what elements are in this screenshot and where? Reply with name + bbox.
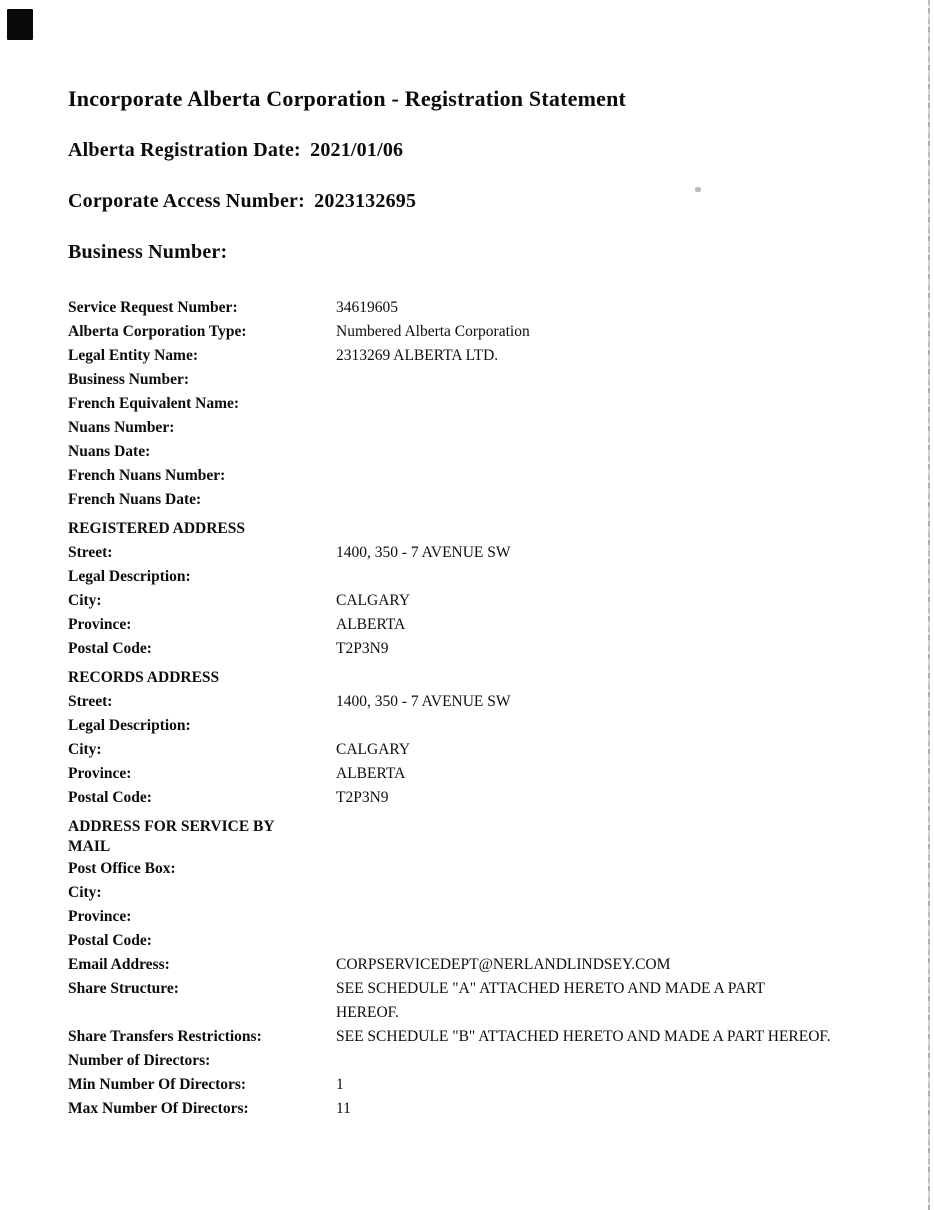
field-label: Share Transfers Restrictions: (68, 1028, 262, 1045)
section-heading-label: RECORDS ADDRESS (68, 669, 220, 686)
business-number-label: Business Number: (68, 241, 228, 263)
field-label: Street: (68, 544, 113, 561)
field-label: Street: (68, 693, 113, 710)
field-row (68, 1097, 868, 1121)
field-label: Service Request Number: (68, 299, 238, 316)
registration-date-value: 2021/01/06 (310, 139, 404, 161)
section-heading-label: REGISTERED ADDRESS (68, 520, 246, 537)
field-label: French Equivalent Name: (68, 395, 240, 412)
field-row (68, 392, 868, 416)
corporate-access-number-label: Corporate Access Number: (68, 190, 305, 212)
field-value: SEE SCHEDULE "B" ATTACHED HERETO AND MADE A PART HEREOF. (336, 1028, 831, 1045)
field-label: City: (68, 884, 102, 901)
section-heading-row (68, 517, 868, 541)
field-row (68, 714, 868, 738)
field-label: Min Number Of Directors: (68, 1076, 247, 1093)
field-row (68, 690, 868, 714)
corporate-access-number-line (68, 188, 868, 214)
field-label: French Nuans Number: (68, 467, 226, 484)
registration-date-label: Alberta Registration Date: (68, 139, 301, 161)
field-row (68, 440, 868, 464)
field-value: 1400, 350 - 7 AVENUE SW (336, 693, 511, 710)
field-label: Business Number: (68, 371, 190, 388)
field-value: 1400, 350 - 7 AVENUE SW (336, 544, 511, 561)
field-row (68, 929, 868, 953)
field-row (68, 738, 868, 762)
field-label: Province: (68, 908, 132, 925)
section-heading-row (68, 815, 868, 857)
field-row (68, 464, 868, 488)
field-value: CALGARY (336, 592, 411, 609)
field-label: French Nuans Date: (68, 491, 202, 508)
field-value: CALGARY (336, 741, 411, 758)
field-row (68, 488, 868, 512)
field-label: Postal Code: (68, 640, 152, 657)
field-label: Max Number Of Directors: (68, 1100, 249, 1117)
field-value: 2313269 ALBERTA LTD. (336, 347, 499, 364)
field-row (68, 977, 868, 1025)
field-label: Number of Directors: (68, 1052, 211, 1069)
field-label: Alberta Corporation Type: (68, 323, 247, 340)
field-row (68, 637, 868, 661)
field-row (68, 1073, 868, 1097)
field-value: T2P3N9 (336, 640, 389, 657)
field-value: Numbered Alberta Corporation (336, 323, 530, 340)
field-label: Nuans Number: (68, 419, 175, 436)
field-row (68, 296, 868, 320)
section-heading-row (68, 666, 868, 690)
field-row (68, 589, 868, 613)
field-label: Province: (68, 616, 132, 633)
field-row (68, 905, 868, 929)
field-value: 11 (336, 1100, 351, 1117)
field-row (68, 953, 868, 977)
field-row (68, 881, 868, 905)
field-value: 1 (336, 1076, 344, 1093)
field-row (68, 762, 868, 786)
field-label: Post Office Box: (68, 860, 176, 877)
field-value: T2P3N9 (336, 789, 389, 806)
field-row (68, 368, 868, 392)
field-row (68, 1049, 868, 1073)
field-label: Legal Description: (68, 568, 191, 585)
corporate-access-number-value: 2023132695 (314, 190, 417, 212)
field-value: ALBERTA (336, 616, 406, 633)
business-number-line (68, 239, 868, 265)
fields-table (68, 296, 868, 1121)
document-title: Incorporate Alberta Corporation - Registration Statement (68, 86, 627, 111)
field-label: Nuans Date: (68, 443, 151, 460)
document-content (68, 86, 868, 1121)
field-row (68, 1025, 868, 1049)
field-value: SEE SCHEDULE "A" ATTACHED HERETO AND MADE A PART HEREOF. (336, 980, 765, 1021)
field-row (68, 786, 868, 810)
scan-artifact-corner-mark (7, 9, 33, 40)
field-row (68, 541, 868, 565)
field-label: Province: (68, 765, 132, 782)
field-label: Legal Description: (68, 717, 191, 734)
scan-artifact-edge-line (928, 0, 930, 1210)
registration-date-line (68, 137, 868, 163)
field-label: Legal Entity Name: (68, 347, 199, 364)
field-row (68, 416, 868, 440)
field-row (68, 344, 868, 368)
field-value: ALBERTA (336, 765, 406, 782)
field-label: Email Address: (68, 956, 170, 973)
field-value: 34619605 (336, 299, 398, 316)
field-label: City: (68, 592, 102, 609)
field-label: City: (68, 741, 102, 758)
field-label: Postal Code: (68, 789, 152, 806)
field-value: CORPSERVICEDEPT@NERLANDLINDSEY.COM (336, 956, 671, 973)
field-row (68, 320, 868, 344)
field-row (68, 613, 868, 637)
section-heading-label: ADDRESS FOR SERVICE BY MAIL (68, 818, 275, 855)
field-row (68, 565, 868, 589)
field-label: Share Structure: (68, 980, 179, 997)
field-row (68, 857, 868, 881)
field-label: Postal Code: (68, 932, 152, 949)
